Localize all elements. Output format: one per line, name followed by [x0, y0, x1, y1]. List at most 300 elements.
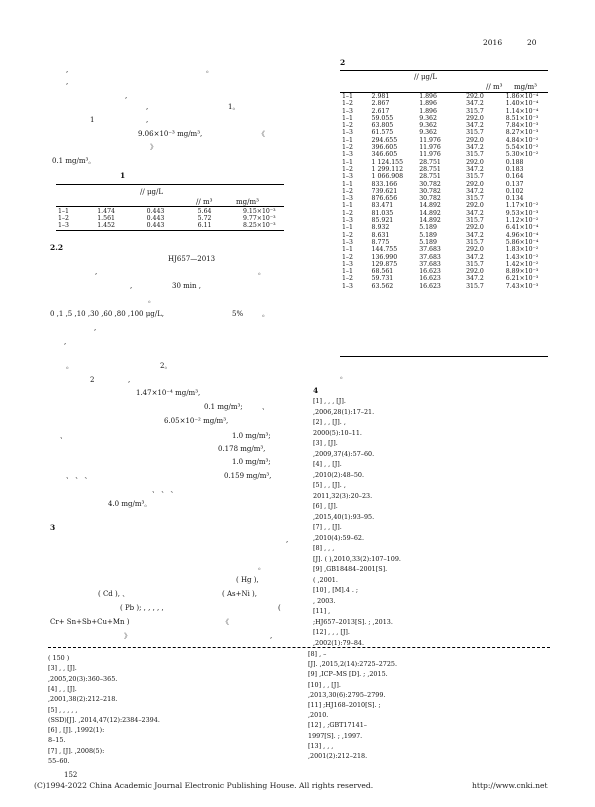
- table-row: [340, 268, 548, 275]
- table-cell: 1.474: [97, 208, 115, 215]
- reference-line: [4] , , [J].: [313, 460, 342, 468]
- table-cell: 37.683: [419, 260, 441, 268]
- left-text: 2。: [160, 362, 172, 370]
- table-row: [340, 159, 548, 166]
- table-cell: 1–1: [58, 208, 69, 215]
- table-cell: 1.43×10⁻²: [505, 253, 539, 261]
- table-cell: 1 299.112: [371, 165, 404, 173]
- left-text: ,: [128, 376, 131, 384]
- table-cell: 30.782: [419, 187, 441, 195]
- left-text: ( Hg ),: [236, 576, 259, 584]
- table-row: [340, 217, 548, 224]
- table-cell: 8.51×10⁻³: [505, 114, 539, 122]
- table-cell: 292.0: [466, 136, 484, 144]
- left-text: 0.1 mg/m³;: [204, 403, 243, 411]
- table1-title: 1: [120, 171, 126, 180]
- reference-line: ,2010(2):48–50.: [313, 470, 364, 479]
- table-row: [340, 151, 548, 158]
- reference-line: ( ,2001.: [313, 575, 338, 584]
- table-cell: 5.72: [197, 215, 212, 223]
- table1-col-volume: // m³: [196, 198, 213, 206]
- reference-line: [6] , [J].: [313, 502, 338, 510]
- table-cell: 6.21×10⁻³: [505, 275, 539, 283]
- reference-line: [13] , , ,: [308, 741, 334, 750]
- copyright: (C)1994-2022 China Academic Journal Electronic Publishing House. All rights reserved.: [34, 781, 374, 790]
- left-text: ,: [66, 78, 69, 86]
- page-divider: [48, 647, 550, 648]
- table2-bottom-rule: [340, 356, 548, 357]
- table-cell: 1–3: [342, 282, 353, 290]
- reference-line: [9] ,GB18484–2001[S].: [313, 565, 388, 573]
- table-cell: 8.932: [371, 224, 390, 232]
- table-row: [340, 122, 548, 129]
- table-cell: 1–3: [342, 107, 353, 115]
- table-cell: 0.164: [505, 173, 524, 181]
- table-row: [56, 215, 284, 222]
- table1-top-rule: [56, 184, 284, 185]
- table-row: [340, 166, 548, 173]
- left-text: ,: [130, 282, 133, 290]
- table-cell: 1.86×10⁻⁴: [505, 93, 539, 100]
- left-text: 《: [222, 618, 229, 626]
- left-text: 0.1 mg/m³。: [52, 157, 96, 165]
- reference-line: [10] , [M].4 . ;: [313, 586, 359, 594]
- table-cell: 59.055: [371, 114, 394, 122]
- left-text: 0 ,1 ,5 ,10 ,30 ,60 ,80 ,100 μg/L,: [50, 310, 164, 318]
- reference-line: 2011,32(3):20–23.: [313, 491, 373, 500]
- reference-line: 2000(5):10–11.: [313, 428, 362, 437]
- table-row: [340, 254, 548, 261]
- table-row: [56, 208, 284, 215]
- table-cell: 315.7: [466, 129, 484, 137]
- table-cell: 0.102: [505, 187, 524, 195]
- reference-line: [3] , [J].: [313, 439, 338, 447]
- left-text: 0.178 mg/m³,: [218, 445, 266, 453]
- table-row: [340, 108, 548, 115]
- table-cell: 28.751: [419, 173, 441, 181]
- table2-top-rule: [340, 70, 548, 71]
- table-row: [340, 202, 548, 209]
- left-text: 4.0 mg/m³。: [108, 500, 152, 508]
- left-text: 。: [148, 296, 155, 304]
- table-cell: 9.362: [419, 122, 437, 130]
- reference-line: [5] , , , , ,: [48, 705, 78, 714]
- table2-col-conc: mg/m³: [514, 83, 537, 91]
- table-cell: 292.0: [466, 158, 484, 166]
- table-cell: 347.2: [466, 144, 484, 152]
- reference-line: [3] , , [J].: [48, 664, 77, 673]
- table-cell: 0.443: [146, 222, 165, 230]
- table-cell: 347.2: [466, 253, 484, 261]
- reference-line: ,2006,28(1):17–21.: [313, 407, 375, 416]
- header-year: 2016: [483, 38, 503, 47]
- table-cell: 8.25×10⁻³: [243, 222, 276, 230]
- table-cell: 347.2: [466, 209, 484, 217]
- table-cell: 8.775: [371, 238, 390, 246]
- table-cell: 294.655: [371, 136, 398, 144]
- table-cell: 85.921: [371, 217, 394, 225]
- reference-line: 1997[S]. ; ,1997.: [308, 731, 363, 740]
- table-cell: 315.7: [466, 151, 484, 159]
- table-cell: 4.96×10⁻⁴: [505, 231, 539, 239]
- table-cell: 396.605: [371, 144, 398, 152]
- reference-line: [11] ;HJ168–2010[S]. ;: [308, 701, 381, 709]
- table-cell: 81.035: [371, 209, 394, 217]
- table-cell: 0.183: [505, 165, 524, 173]
- table-cell: 0.137: [505, 180, 524, 188]
- reference-line: [11] ,: [313, 607, 331, 615]
- table-cell: 1–2: [58, 215, 69, 223]
- reference-line: ,2009,37(4):57–60.: [313, 449, 375, 458]
- reference-line: [7] , [J]. ,2008(5):: [48, 746, 105, 755]
- left-text: ,: [125, 92, 128, 100]
- section-2-2: 2.2: [50, 243, 64, 252]
- table-cell: 1–1: [342, 224, 353, 232]
- left-text: ,: [64, 338, 67, 346]
- left-text: 《: [258, 130, 265, 138]
- table-row: [340, 246, 548, 253]
- table-cell: 28.751: [419, 165, 441, 173]
- table-cell: 8.631: [371, 231, 390, 239]
- table-cell: 129.875: [371, 260, 398, 268]
- reference-line: [4] , , [J].: [48, 684, 77, 693]
- table-row: [340, 181, 548, 188]
- table-cell: 1–3: [342, 195, 353, 203]
- table-cell: 1 124.155: [371, 158, 404, 166]
- table-cell: 1.14×10⁻⁴: [505, 107, 539, 115]
- section-4: 4: [313, 386, 319, 395]
- table-row: [340, 144, 548, 151]
- table-cell: 347.2: [466, 100, 484, 108]
- left-text: 1: [90, 116, 95, 124]
- reference-line: [8] , , ,: [313, 544, 335, 552]
- left-text: ( As+Ni ),: [222, 590, 258, 598]
- table-cell: 63.805: [371, 122, 394, 130]
- table-cell: 1.896: [419, 93, 437, 100]
- table-cell: 11.976: [419, 136, 441, 144]
- table-cell: 9.362: [419, 114, 437, 122]
- section-3: 3: [50, 523, 56, 532]
- left-text: 。: [206, 66, 213, 74]
- table-cell: 8.27×10⁻³: [505, 129, 539, 137]
- table-cell: 347.2: [466, 231, 484, 239]
- table2-unit: // μg/L: [414, 73, 437, 81]
- table-row: [340, 115, 548, 122]
- table-cell: 315.7: [466, 195, 484, 203]
- left-text: 、: [60, 432, 67, 440]
- table-cell: 14.892: [419, 217, 441, 225]
- table-cell: 5.86×10⁻⁴: [505, 238, 539, 246]
- reference-line: [12] , , , [J].: [313, 628, 350, 636]
- table-cell: 1–3: [342, 173, 353, 181]
- table-cell: 315.7: [466, 282, 484, 290]
- table-cell: 6.41×10⁻⁴: [505, 224, 539, 232]
- reference-line: [9] ,ICP–MS [D]. ; ,2015.: [308, 670, 388, 679]
- table-cell: 292.0: [466, 246, 484, 254]
- table-row: [340, 129, 548, 136]
- reference-line: ,2001(2):212–218.: [308, 752, 368, 760]
- table1-mid-rule: [56, 206, 284, 207]
- reference-line: ;HJ657–2013[S]. ; ,2013.: [313, 617, 393, 626]
- left-text: 30 min ,: [172, 282, 201, 290]
- table-cell: 346.605: [371, 151, 398, 159]
- left-text: ( Pb ); , , , , ,: [120, 604, 164, 612]
- left-text: 。: [258, 268, 265, 276]
- table-cell: 1–2: [342, 100, 353, 108]
- left-text: 1。: [228, 103, 240, 111]
- table-cell: 1–1: [342, 246, 353, 254]
- table-cell: 739.621: [371, 187, 398, 195]
- table-row: [340, 195, 548, 202]
- table-cell: 1.17×10⁻²: [505, 202, 539, 210]
- table-row: [340, 137, 548, 144]
- table-cell: 30.782: [419, 180, 441, 188]
- table-row: [340, 224, 548, 231]
- left-text: ,: [286, 536, 289, 544]
- reference-line: ( 150 ): [48, 654, 70, 662]
- reference-line: [5] , , [J]. ,: [313, 481, 346, 489]
- reference-line: [7] , , [J].: [313, 523, 342, 531]
- table1-unit: // μg/L: [140, 188, 163, 196]
- table-cell: 4.84×10⁻²: [505, 136, 539, 144]
- table-row: [340, 188, 548, 195]
- left-text: 5%: [232, 310, 244, 318]
- reference-line: ,2002(1):79–84.: [313, 638, 364, 647]
- table-cell: 16.623: [419, 268, 441, 276]
- table-cell: 1–3: [342, 238, 353, 246]
- table-cell: 315.7: [466, 173, 484, 181]
- reference-line: ,2013,30(6):2795–2799.: [308, 690, 386, 699]
- table-cell: 1–2: [342, 209, 353, 217]
- table2-col-volume: // m³: [486, 83, 503, 91]
- table-cell: 9.362: [419, 129, 437, 137]
- table-cell: 1–1: [342, 202, 353, 210]
- footer-url: http://www.cnki.net: [472, 781, 548, 790]
- left-text: 2: [90, 376, 95, 384]
- table-cell: 292.0: [466, 202, 484, 210]
- table-cell: 0.443: [146, 208, 165, 215]
- table-cell: 1.896: [419, 100, 437, 108]
- left-text: ,: [94, 324, 97, 332]
- table-row: [340, 232, 548, 239]
- table-cell: 1–3: [342, 260, 353, 268]
- table-cell: 1.42×10⁻²: [505, 260, 539, 268]
- table-cell: 292.0: [466, 114, 484, 122]
- table-cell: 61.575: [371, 129, 394, 137]
- table-cell: 1–2: [342, 187, 353, 195]
- reference-line: [6] , [J]. ,1992(1):: [48, 726, 105, 735]
- table-row: [340, 210, 548, 217]
- right-text: 。: [340, 372, 347, 380]
- table-cell: 292.0: [466, 224, 484, 232]
- table-row: [340, 283, 548, 290]
- reference-line: [10] , , [J].: [308, 680, 341, 689]
- table-cell: 9.77×10⁻³: [243, 215, 276, 223]
- table-cell: 11.976: [419, 151, 441, 159]
- table-cell: 14.892: [419, 209, 441, 217]
- reference-line: [12] , ;GBT17141–: [308, 721, 367, 730]
- left-text: (: [278, 604, 281, 612]
- table-row: [340, 239, 548, 246]
- header-volume: 20: [527, 38, 537, 47]
- table-cell: 7.84×10⁻³: [505, 122, 539, 130]
- table2: [340, 93, 548, 290]
- table2-title: 2: [340, 58, 346, 67]
- table-cell: 14.892: [419, 202, 441, 210]
- table-cell: 347.2: [466, 187, 484, 195]
- reference-line: (SSD)[J]. ,2014,47(12):2384–2394.: [48, 715, 160, 724]
- left-text: 、: [262, 403, 269, 411]
- table-cell: 833.166: [371, 180, 398, 188]
- reference-line: ,2015,40(1):93–95.: [313, 512, 375, 521]
- table-cell: 315.7: [466, 238, 484, 246]
- left-text: Cr+ Sn+Sb+Cu+Mn ): [50, 618, 130, 626]
- table-row: [340, 275, 548, 282]
- table-cell: 1–1: [342, 114, 353, 122]
- table-cell: 1.83×10⁻²: [505, 246, 539, 254]
- table-cell: 1–1: [342, 268, 353, 276]
- left-text: ,: [95, 268, 98, 276]
- left-text: ,: [146, 103, 149, 111]
- left-text: ,: [66, 66, 69, 74]
- left-text: 1.0 mg/m³;: [232, 458, 271, 466]
- table-cell: 5.189: [419, 224, 437, 232]
- table-cell: 0.134: [505, 195, 524, 203]
- table-cell: 1–2: [342, 122, 353, 130]
- table-cell: 1.40×10⁻⁴: [505, 100, 539, 108]
- left-text: ( Cd ), 、: [98, 590, 130, 598]
- table-cell: 59.731: [371, 275, 394, 283]
- table-cell: 1–1: [342, 93, 353, 100]
- table-cell: 1.12×10⁻²: [505, 217, 539, 225]
- table-cell: 11.976: [419, 144, 441, 152]
- table-cell: 37.683: [419, 253, 441, 261]
- table-cell: 5.30×10⁻²: [505, 151, 539, 159]
- table-cell: 1–1: [342, 180, 353, 188]
- table-cell: 8.89×10⁻³: [505, 268, 539, 276]
- page-number: 152: [64, 771, 78, 779]
- reference-line: ,2001,38(2):212–218.: [48, 695, 118, 704]
- table-cell: 7.43×10⁻³: [505, 282, 539, 290]
- left-text: 1.47×10⁻⁴ mg/m³,: [136, 389, 201, 397]
- reference-line: ,2010.: [308, 711, 329, 720]
- table-cell: 1–2: [342, 165, 353, 173]
- table-cell: 63.562: [371, 282, 394, 290]
- table-cell: 5.54×10⁻²: [505, 144, 539, 152]
- table-cell: 5.189: [419, 238, 437, 246]
- table-row: [340, 173, 548, 180]
- table-cell: 347.2: [466, 165, 484, 173]
- left-text: 。: [262, 310, 269, 318]
- table-cell: 16.623: [419, 282, 441, 290]
- table-row: [340, 100, 548, 107]
- table-cell: 2.981: [371, 93, 390, 100]
- table-cell: 6.11: [197, 222, 212, 230]
- table-cell: 1–2: [342, 231, 353, 239]
- table-cell: 1–2: [342, 253, 353, 261]
- table-row: [340, 93, 548, 100]
- table-cell: 1–3: [342, 129, 353, 137]
- table-cell: 9.15×10⁻³: [243, 208, 276, 215]
- left-text: 》: [124, 632, 131, 640]
- table-cell: 1.452: [97, 222, 115, 230]
- table-cell: 1–1: [342, 158, 353, 166]
- table-cell: 1 066.908: [371, 173, 404, 181]
- reference-line: ,2010(4):59–62.: [313, 533, 364, 542]
- table-cell: 1–2: [342, 144, 353, 152]
- left-text: 9.06×10⁻³ mg/m³,: [138, 130, 203, 138]
- left-text: 、 、 、: [66, 472, 92, 480]
- reference-line: 55–60.: [48, 757, 70, 765]
- table-cell: 30.782: [419, 195, 441, 203]
- table-cell: 292.0: [466, 93, 484, 100]
- reference-line: [8] , –: [308, 650, 327, 658]
- left-text: 。: [66, 362, 73, 370]
- table1: [56, 208, 284, 230]
- table-cell: 0.188: [505, 158, 524, 166]
- table-cell: 9.53×10⁻³: [505, 209, 539, 217]
- left-text: 、 、 、: [152, 486, 178, 494]
- table-cell: 292.0: [466, 180, 484, 188]
- table-cell: 1–3: [58, 222, 69, 230]
- left-text: 6.05×10⁻² mg/m³,: [164, 417, 229, 425]
- left-text: 。: [258, 563, 265, 571]
- table-cell: 5.64: [197, 208, 212, 215]
- table1-col-conc: mg/m³: [236, 198, 259, 206]
- table-cell: 1–2: [342, 275, 353, 283]
- table-cell: 1–3: [342, 217, 353, 225]
- table-cell: 37.683: [419, 246, 441, 254]
- reference-line: 8–15.: [48, 736, 66, 745]
- table-cell: 0.443: [146, 215, 165, 223]
- table-cell: 2.617: [371, 107, 390, 115]
- table-cell: 83.471: [371, 202, 394, 210]
- table-cell: 2.867: [371, 100, 390, 108]
- table-cell: 1.896: [419, 107, 437, 115]
- table-cell: 144.755: [371, 246, 398, 254]
- table-cell: 292.0: [466, 268, 484, 276]
- left-text: HJ657—2013: [168, 255, 216, 263]
- reference-line: [J]. ,2015,2(14):2725–2725.: [308, 660, 398, 669]
- table-cell: 315.7: [466, 217, 484, 225]
- table1-bottom-rule: [56, 230, 284, 231]
- left-text: ,: [146, 116, 149, 124]
- table-cell: 136.990: [371, 253, 398, 261]
- table-row: [340, 261, 548, 268]
- table-cell: 876.656: [371, 195, 398, 203]
- table-cell: 315.7: [466, 260, 484, 268]
- table-cell: 5.189: [419, 231, 437, 239]
- reference-line: [J]. ( ),2010,33(2):107–109.: [313, 554, 401, 563]
- reference-line: [1] , , , [J].: [313, 397, 346, 405]
- table-cell: 16.623: [419, 275, 441, 283]
- left-text: ,: [270, 632, 273, 640]
- reference-line: [2] , , [J]. ,: [313, 418, 346, 426]
- left-text: 1.0 mg/m³;: [232, 432, 271, 440]
- table-cell: 347.2: [466, 122, 484, 130]
- table-cell: 1.561: [97, 215, 115, 223]
- table-row: [56, 222, 284, 229]
- table-cell: 347.2: [466, 275, 484, 283]
- table-cell: 68.561: [371, 268, 394, 276]
- table-cell: 1–3: [342, 151, 353, 159]
- left-text: 0.159 mg/m³,: [224, 472, 272, 480]
- reference-line: ,2005,20(3):360–365.: [48, 674, 118, 683]
- left-text: 》: [150, 143, 157, 151]
- reference-line: , 2003.: [313, 596, 336, 605]
- table-cell: 1–1: [342, 136, 353, 144]
- table-cell: 315.7: [466, 107, 484, 115]
